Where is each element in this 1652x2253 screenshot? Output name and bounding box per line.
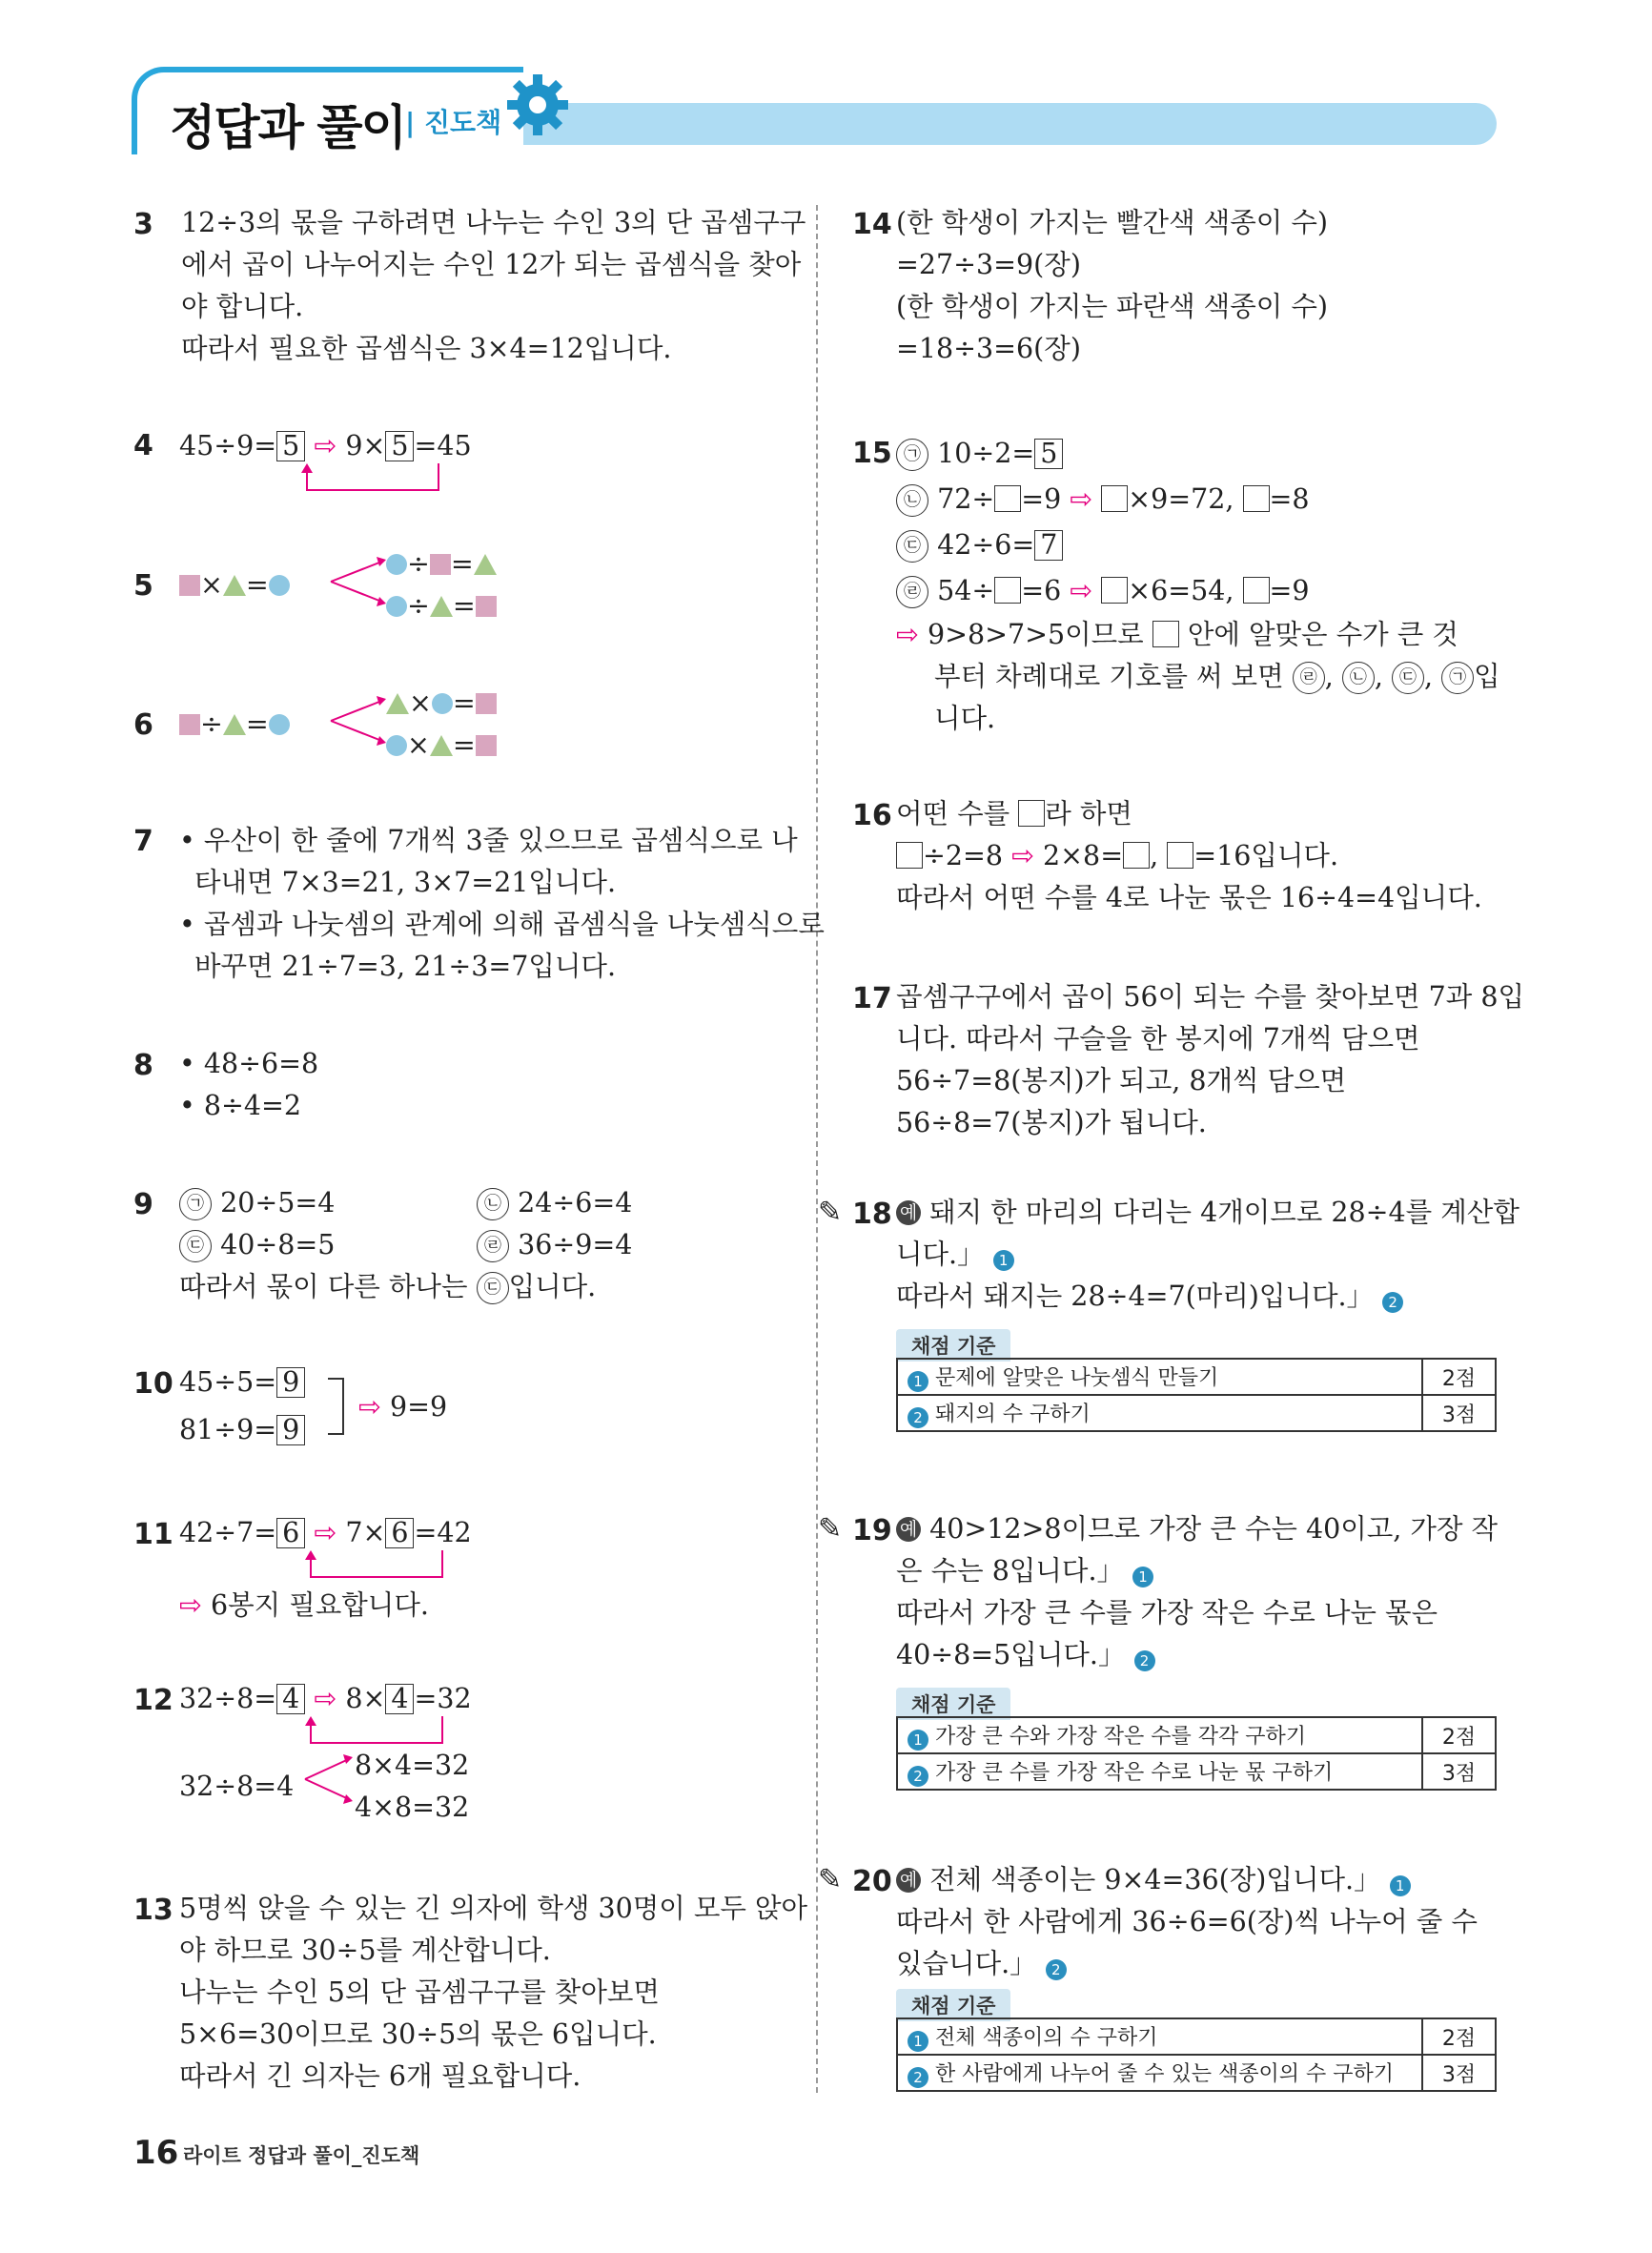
grading-label: 채점 기준 (896, 1329, 1010, 1362)
problem-number: 15 (852, 437, 892, 470)
problem-6-right-2: × = (386, 725, 497, 767)
problem-9-d: ㉣ 36÷9=4 (477, 1224, 632, 1266)
table-row: 1 전체 색종이의 수 구하기 2점 (897, 2018, 1496, 2055)
problem-14-text: (한 학생이 가지는 빨간색 색종이 수) =27÷3=9(장) (한 학생이 가지는 파란색 색종이 수) =18÷3=6(장) (896, 207, 1328, 364)
problem-number: 5 (133, 569, 153, 603)
grading-table (896, 2017, 1497, 2092)
problem-19-text: 예 40>12>8이므로 가장 큰 수는 40이고, 가장 작 은 수는 8입니다.」 1 따라서 가장 큰 수를 가장 작은 수로 나눈 몫은 40÷8=5입니다.」 2 (896, 1513, 1499, 1670)
problem-number: 4 (133, 429, 153, 462)
table-row: 2 한 사람에게 나누어 줄 수 있는 색종이의 수 구하기 3점 (897, 2055, 1496, 2091)
problem-12-right-1: 8×4=32 (355, 1750, 470, 1781)
problem-11-line: 42÷7= 6 ⇨ 7× 6 =42 (179, 1517, 472, 1548)
problem-20-text: 예 전체 색종이는 9×4=36(장)입니다.」 1 따라서 한 사람에게 36÷6=6(장)씩 나누어 줄 수 있습니다.」 2 (896, 1864, 1478, 1979)
problem-10-line-1: 45÷5= 9 (179, 1362, 305, 1403)
problem-18-text: 예 돼지 한 마리의 다리는 4개이므로 28÷4를 계산합 니다.」 1 따라서 돼지는 28÷4=7(마리)입니다.」 2 (896, 1197, 1519, 1312)
problem-4-line: 45÷9= 5 ⇨ 9× 5 =45 (179, 430, 472, 461)
problem-10-result: ⇨ 9=9 (358, 1391, 448, 1423)
problem-6-right-1: × = (386, 683, 497, 725)
bracket (326, 1375, 353, 1438)
problem-17-text: 곱셈구구에서 곱이 56이 되는 수를 찾아보면 7과 8입 니다. 따라서 구슬을 한 봉지에 7개씩 담으면 56÷7=8(봉지)가 되고, 8개씩 담으면 56÷8=7(봉지)가 됩니다. (896, 981, 1525, 1138)
problem-number: 11 (133, 1518, 173, 1551)
problem-10-line-2: 81÷9= 9 (179, 1409, 305, 1451)
split-arrow (329, 553, 388, 610)
grading-label: 채점 기준 (896, 1989, 1010, 2021)
problem-12-left: 32÷8=4 (179, 1771, 295, 1802)
problem-9-conclusion: 따라서 몫이 다른 하나는 ㉢ 입니다. (179, 1271, 597, 1302)
problem-number: 20 (852, 1865, 892, 1898)
problem-9-c: ㉢ 40÷8=5 (179, 1224, 335, 1266)
pencil-icon: ✎ (818, 1863, 843, 1896)
split-arrow (329, 692, 388, 749)
problem-3-text: 12÷3의 몫을 구하려면 나누는 수인 3의 단 곱셈구구 에서 곱이 나누어지는 수인 12가 되는 곱셈식을 찾아 야 합니다. 따라서 필요한 곱셈식은 3×4=12입니다. (181, 207, 806, 364)
problem-number: 12 (133, 1684, 173, 1717)
problem-number: 8 (133, 1049, 153, 1082)
problem-9-b: ㉡ 24÷6=4 (477, 1182, 632, 1224)
pencil-icon: ✎ (818, 1512, 843, 1546)
problem-16-text: 어떤 수를 라 하면 ÷2=8 ⇨ 2×8= , =16입니다. 따라서 어떤 수를 4로 나눈 몫은 16÷4=4입니다. (896, 798, 1482, 913)
pencil-icon: ✎ (818, 1196, 843, 1229)
problem-number: 17 (852, 982, 892, 1015)
table-row: 2 가장 큰 수를 가장 작은 수로 나눈 몫 구하기 3점 (897, 1753, 1496, 1790)
gear-icon (503, 71, 572, 139)
problem-13-text: 5명씩 앉을 수 있는 긴 의자에 학생 30명이 모두 앉아 야 하므로 30÷5를 계산합니다. 나누는 수인 5의 단 곱셈구구를 찾아보면 5×6=30이므로 30÷5의 몫은 6입니다. 따라서 긴 의자는 6개 필요합니다. (179, 1893, 808, 2092)
table-row: 1 가장 큰 수와 가장 작은 수를 각각 구하기 2점 (897, 1717, 1496, 1753)
problem-number: 16 (852, 799, 892, 832)
problem-5-left: × = (179, 564, 290, 606)
problem-number: 13 (133, 1894, 173, 1927)
problem-number: 18 (852, 1198, 892, 1231)
problem-9-a: ㉠ 20÷5=4 (179, 1182, 335, 1224)
problem-12-line: 32÷8= 4 ⇨ 8× 4 =32 (179, 1683, 472, 1714)
link-arrow (299, 1548, 461, 1587)
page-number: 16 (133, 2134, 179, 2172)
problem-number: 10 (133, 1367, 173, 1401)
problem-5-right-1: ÷ = (386, 543, 497, 585)
problem-8-text: • 48÷6=8 • 8÷4=2 (179, 1048, 319, 1121)
footer-text: 라이트 정답과 풀이_진도책 (183, 2144, 420, 2167)
split-arrow (303, 1751, 357, 1808)
problem-12-right-2: 4×8=32 (355, 1792, 470, 1823)
page-subtitle: | 진도책 (405, 107, 502, 138)
problem-number: 3 (133, 208, 153, 241)
problem-number: 14 (852, 208, 892, 241)
problem-number: 9 (133, 1188, 153, 1221)
problem-number: 19 (852, 1514, 892, 1547)
problem-15-text: ㉠ 10÷2= 5 ㉡ 72÷ =9 ⇨ ×9=72, =8 ㉢ 42÷6= 7 ㉣ 54÷ =6 ⇨ ×6=54, =9 ⇨ 9>8>7>5이므로 안에 알맞은 수가 큰 것 부터 차례대로 기호를 써 보면 ㉣ , ㉡ , ㉢ , ㉠ 입 니다. (896, 438, 1500, 734)
table-row: 2 돼지의 수 구하기 3점 (897, 1395, 1496, 1431)
grading-label: 채점 기준 (896, 1688, 1010, 1720)
grading-table (896, 1358, 1497, 1432)
problem-5-right-2: ÷ = (386, 585, 497, 627)
grading-table (896, 1716, 1497, 1791)
problem-6-left: ÷ = (179, 704, 290, 746)
link-arrow (286, 461, 448, 500)
table-row: 1 문제에 알맞은 나눗셈식 만들기 2점 (897, 1359, 1496, 1395)
problem-7-text: • 우산이 한 줄에 7개씩 3줄 있으므로 곱셈식으로 나 타내면 7×3=21, 3×7=21입니다. • 곱셈과 나눗셈의 관계에 의해 곱셈식을 나눗셈식으로 바꾸면 21÷7=3, 21÷3=7입니다. (179, 825, 825, 982)
page-title: 정답과 풀이 (170, 100, 405, 155)
problem-number: 7 (133, 825, 153, 858)
column-divider (816, 205, 818, 2093)
problem-number: 6 (133, 708, 153, 742)
problem-11-answer: ⇨ 6봉지 필요합니다. (179, 1589, 429, 1621)
